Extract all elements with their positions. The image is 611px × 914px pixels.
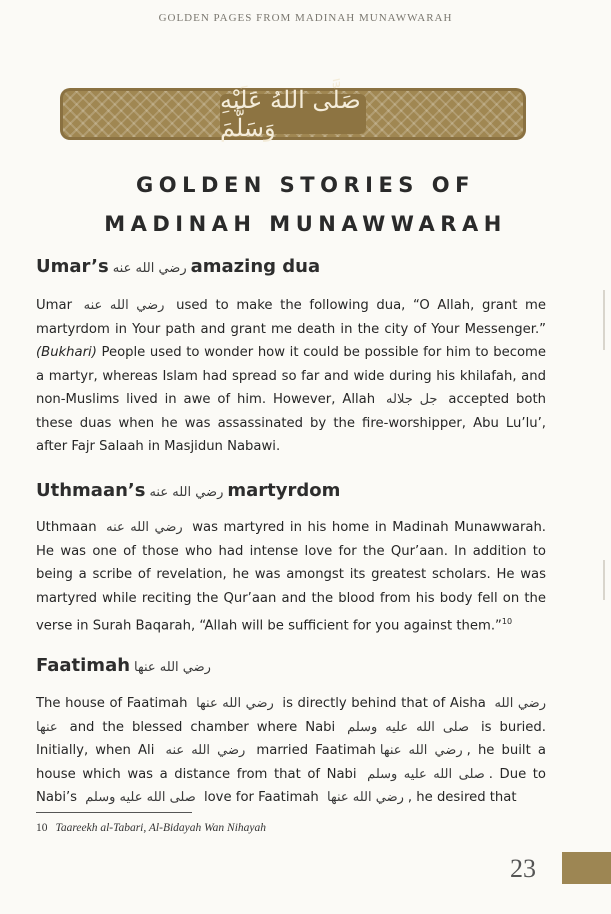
para-text: , he built a house which was a distance from that of Nabi <box>36 743 546 782</box>
section-heading-faatimah <box>36 655 215 676</box>
honorific-ra-icon: رضي الله عنه <box>165 743 246 758</box>
banner-calligraphy: صَلَّى اللهُ عَلَيْهِ وَسَلَّمَ <box>220 86 361 142</box>
para-text: The house of Faatimah <box>36 696 188 711</box>
honorific-raha-icon: رضي الله عنها <box>379 743 463 758</box>
para-text: People used to wonder how it could be possible for him to become a martyr, whereas Islam had spread so far and wide during his khilafah, and non-Muslims lived in awe of him. However, Allah <box>36 345 546 407</box>
running-head: GOLDEN PAGES FROM MADINAH MUNAWWARAH <box>158 12 453 24</box>
chapter-title-line-2: MADINAH MUNAWWARAH <box>104 212 507 236</box>
para-text: was martyred in his home in Madinah Munawwarah. He was one of those who had intense love for the Qur’aan. In addition to being a scribe of revelation, he was amongst its greatest scholars. He was martyred while reciting the Qur’aan and the blood from his body fell on the verse in Surah Baqarah, “Allah will be sufficient for you against them.” <box>36 520 546 634</box>
section-heading-faatimah-pre: Faatimah <box>36 655 131 676</box>
footnote-divider <box>36 812 192 813</box>
section-heading-umar-pre: Umar’s <box>36 256 109 277</box>
para-text: married Faatimah <box>256 743 376 758</box>
chapter-title <box>0 166 611 244</box>
honorific-raha-icon: رضي الله عنها <box>326 790 404 805</box>
para-text: and the blessed chamber where Nabi <box>69 719 336 735</box>
footnote-text: Taareekh al-Tabari, Al-Bidayah Wan Nihayah <box>55 822 267 834</box>
honorific-ra-icon: رضي الله عنه <box>106 520 183 535</box>
para-text: . Due to Nabi’s <box>36 766 546 805</box>
section-heading-umar <box>36 256 320 277</box>
citation: (Bukhari) <box>36 345 97 360</box>
section-heading-uthmaan-pre: Uthmaan’s <box>36 480 146 501</box>
footnote-number: 10 <box>36 822 48 834</box>
honorific-ra-icon: رضي الله عنه <box>149 485 224 500</box>
page-number: 23 <box>510 854 536 883</box>
honorific-raha-icon: رضي الله عنها <box>134 660 211 675</box>
para-text: Uthmaan <box>36 520 97 535</box>
paragraph-umar <box>36 294 546 459</box>
paragraph-uthmaan <box>36 516 546 638</box>
honorific-raha-icon: رضي الله عنها <box>196 696 274 711</box>
para-text: used to make the following dua, “O Allah, grant me martyrdom in Your path and grant me death in the city of Your Messenger.” <box>36 298 546 337</box>
ornamental-banner <box>60 88 526 140</box>
chapter-title-line-1: GOLDEN STORIES OF <box>136 173 475 197</box>
para-text: accepted both these duas when he was assassinated by the fire-worshipper, Abu Lu’lu’, after Fajr Salaah in Masjidun Nabawi. <box>36 392 546 454</box>
page-edge-mark <box>603 290 605 350</box>
section-heading-uthmaan-post: martyrdom <box>227 480 341 501</box>
para-text: is buried. Initially, when Ali <box>36 719 546 758</box>
page-edge-mark <box>603 560 605 600</box>
para-text: is directly behind that of Aisha <box>282 696 486 711</box>
honorific-raha-icon: رضي الله عنها <box>36 696 546 735</box>
honorific-saw-icon: صلى الله عليه وسلم <box>85 790 196 805</box>
honorific-swt-icon: جل جلاله <box>386 392 438 407</box>
footnote-marker: 10 <box>501 617 513 626</box>
honorific-ra-icon: رضي الله عنه <box>83 298 165 313</box>
para-text: , he desired that <box>407 790 517 805</box>
footnote <box>36 822 266 834</box>
page-edge-tab <box>562 852 611 884</box>
section-heading-uthmaan <box>36 480 340 501</box>
paragraph-faatimah <box>36 692 546 810</box>
honorific-saw-icon: صلى الله عليه وسلم <box>347 719 469 735</box>
honorific-ra-icon: رضي الله عنه <box>112 261 187 276</box>
honorific-saw-icon: صلى الله عليه وسلم <box>367 766 485 782</box>
calligraphy-panel <box>220 86 366 142</box>
section-heading-umar-post: amazing dua <box>190 256 321 277</box>
para-text: love for Faatimah <box>203 790 319 805</box>
para-text: Umar <box>36 298 73 313</box>
